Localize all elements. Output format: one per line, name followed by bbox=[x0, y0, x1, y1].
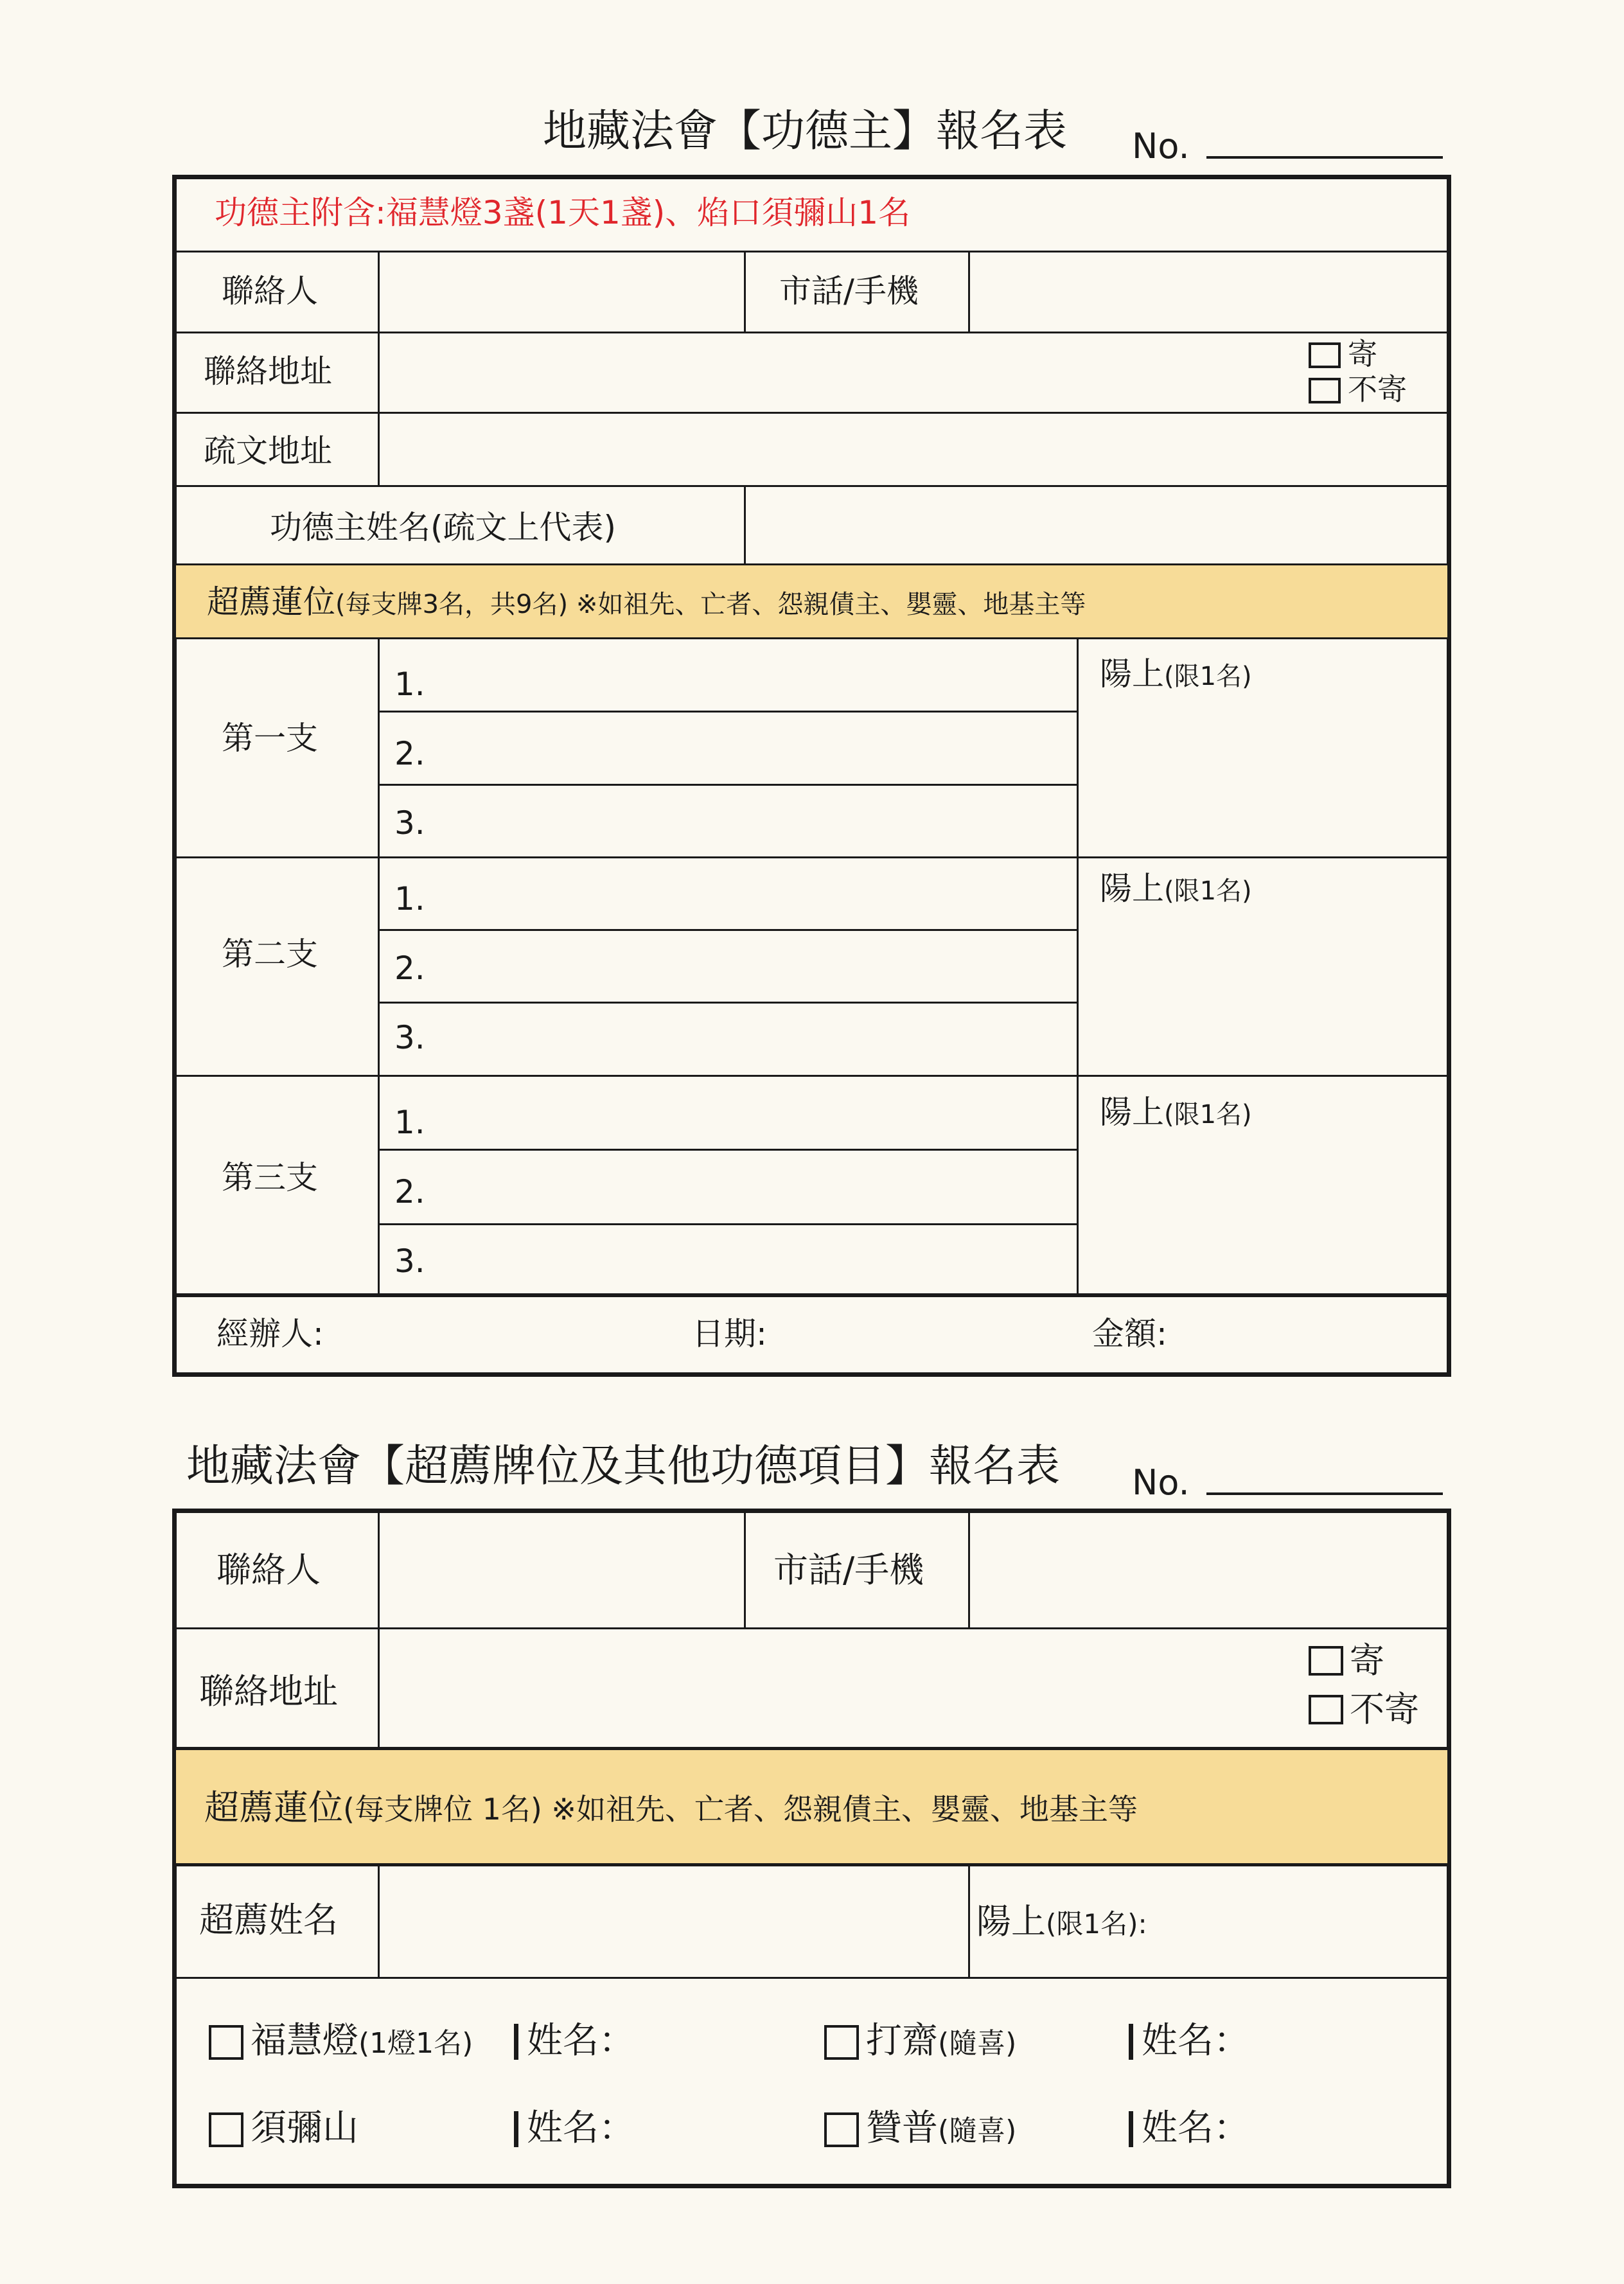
form2-mail-label: 寄 bbox=[1350, 1640, 1384, 1681]
form2-tablet-header-note: (每支牌位 1名) ※如祖先、亡者、怨親債主、嬰靈、地基主等 bbox=[343, 1792, 1138, 1827]
form2-no-field[interactable] bbox=[1206, 1492, 1443, 1495]
form1-group-2-yang[interactable]: 陽上(限1名) bbox=[1100, 870, 1252, 907]
form2-item-lamp-label: 福慧燈(1燈1名) bbox=[251, 2020, 473, 2062]
form1-no-field[interactable] bbox=[1206, 156, 1443, 159]
form1-mail-checkbox[interactable] bbox=[1309, 342, 1341, 368]
form2-item-sumeru-checkbox[interactable] bbox=[209, 2112, 243, 2147]
form2-tablet-header-main: 超薦蓮位 bbox=[204, 1787, 343, 1828]
form2-phone-field[interactable] bbox=[973, 1515, 1446, 1624]
form2-address-field[interactable] bbox=[383, 1632, 1295, 1744]
form1-group-3-yang[interactable]: 陽上(限1名) bbox=[1100, 1093, 1252, 1131]
form1-phone-label: 市話/手機 bbox=[779, 272, 919, 310]
form1-phone-field[interactable] bbox=[973, 256, 1446, 329]
form1-title: 地藏法會【功德主】報名表 bbox=[543, 106, 1068, 157]
form1-address-field[interactable] bbox=[383, 336, 1295, 409]
form1-patron-name-field[interactable] bbox=[749, 490, 1446, 562]
form1-group-2-label: 第二支 bbox=[222, 935, 318, 973]
form1-group-1-line-2[interactable]: 2. bbox=[394, 735, 425, 772]
form2-item-zanpu-name-field[interactable]: 姓名： bbox=[1142, 2107, 1249, 2149]
form2-item-sumeru-name-field[interactable]: 姓名： bbox=[527, 2107, 635, 2149]
form2-item-lamp-name-field[interactable]: 姓名： bbox=[527, 2020, 635, 2062]
form1-contact-label: 聯絡人 bbox=[222, 272, 318, 310]
form1-group-3-label: 第三支 bbox=[222, 1159, 318, 1196]
form1-group-1-yang[interactable]: 陽上(限1名) bbox=[1100, 655, 1252, 693]
form2-item-zanpu-checkbox[interactable] bbox=[824, 2112, 859, 2147]
form2-title: 地藏法會【超薦牌位及其他功德項目】報名表 bbox=[186, 1441, 1061, 1492]
form2-mail-checkbox[interactable] bbox=[1309, 1646, 1343, 1676]
form1-tablet-header-note: (每支牌3名，共9名) ※如祖先、亡者、怨親債主、嬰靈、地基主等 bbox=[335, 590, 1086, 619]
form2-contact-field[interactable] bbox=[383, 1515, 741, 1624]
form2-deceased-name-label: 超薦姓名 bbox=[199, 1900, 338, 1940]
form2-item-fast-checkbox[interactable] bbox=[824, 2025, 859, 2060]
form1-group-3-line-2[interactable]: 2. bbox=[394, 1173, 425, 1210]
form1-tablet-header bbox=[207, 583, 1086, 621]
form1-nomail-label: 不寄 bbox=[1348, 372, 1407, 407]
form1-group-1-line-3[interactable]: 3. bbox=[394, 804, 425, 842]
form2-item-lamp-checkbox[interactable] bbox=[209, 2025, 243, 2060]
form1-mail-label: 寄 bbox=[1348, 337, 1377, 371]
form2-phone-label: 市話/手機 bbox=[773, 1550, 924, 1590]
form2-item-sumeru-label: 須彌山 bbox=[251, 2107, 358, 2149]
form1-group-2-line-3[interactable]: 3. bbox=[394, 1019, 425, 1056]
form1-no-label: No. bbox=[1132, 126, 1190, 166]
form2-address-label: 聯絡地址 bbox=[199, 1671, 338, 1712]
form1-group-2-line-1[interactable]: 1. bbox=[394, 880, 425, 917]
form2-contact-label: 聯絡人 bbox=[216, 1550, 321, 1590]
form1-date-label: 日期: bbox=[692, 1315, 767, 1352]
form2-item-fast-label: 打齋(隨喜) bbox=[866, 2020, 1017, 2062]
form1-contact-field[interactable] bbox=[383, 256, 741, 329]
form2-item-zanpu-label: 贊普(隨喜) bbox=[866, 2107, 1017, 2149]
form2-nomail-checkbox[interactable] bbox=[1309, 1695, 1343, 1724]
form1-group-1-line-1[interactable]: 1. bbox=[394, 666, 425, 703]
form2-item-fast-separator bbox=[1129, 2024, 1133, 2060]
form2-item-sumeru-separator bbox=[514, 2111, 518, 2147]
form2-yang-field[interactable]: 陽上(限1名): bbox=[976, 1901, 1147, 1942]
form1-group-3-line-1[interactable]: 1. bbox=[394, 1104, 425, 1141]
form2-no-label: No. bbox=[1132, 1462, 1190, 1503]
form1-nomail-checkbox[interactable] bbox=[1309, 378, 1341, 403]
form1-sutra-address-field[interactable] bbox=[383, 416, 1446, 483]
form1-address-label: 聯絡地址 bbox=[204, 353, 332, 390]
form2-tablet-header bbox=[204, 1787, 1138, 1828]
form1-group-3-line-3[interactable]: 3. bbox=[394, 1243, 425, 1280]
form2-item-fast-name-field[interactable]: 姓名： bbox=[1142, 2020, 1249, 2062]
form1-sutra-address-label: 疏文地址 bbox=[204, 432, 332, 470]
form1-group-1-label: 第一支 bbox=[222, 720, 318, 757]
form2-item-zanpu-separator bbox=[1129, 2111, 1133, 2147]
form2-item-lamp-separator bbox=[514, 2024, 518, 2060]
form1-handler-label: 經辦人: bbox=[216, 1315, 324, 1352]
form1-patron-name-label: 功德主姓名(疏文上代表) bbox=[270, 509, 617, 546]
form1-amount-label: 金額: bbox=[1092, 1315, 1167, 1352]
form1-notice: 功德主附含:福慧燈3盞(1天1盞)、焰口須彌山1名 bbox=[215, 194, 911, 231]
form2-deceased-name-field[interactable] bbox=[383, 1870, 965, 1974]
form1-tablet-header-main: 超薦蓮位 bbox=[207, 583, 335, 621]
form1-group-2-line-2[interactable]: 2. bbox=[394, 950, 425, 987]
form2-nomail-label: 不寄 bbox=[1350, 1689, 1419, 1730]
